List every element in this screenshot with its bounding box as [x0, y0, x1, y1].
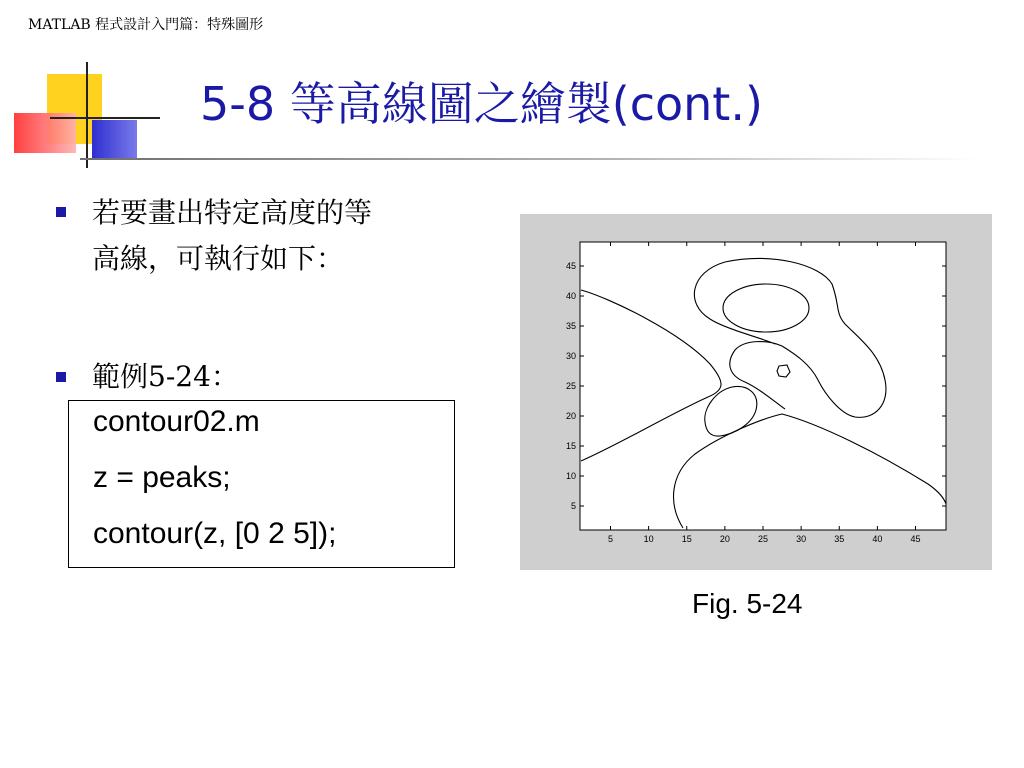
x-tick-label: 30 — [796, 534, 807, 544]
x-tick-label: 35 — [834, 534, 845, 544]
bullet-text-1 — [92, 190, 502, 282]
figure-panel — [520, 214, 992, 570]
x-tick-label: 15 — [681, 534, 692, 544]
y-tick-label: 35 — [565, 321, 576, 331]
y-tick-label: 30 — [565, 351, 576, 361]
code-box — [68, 400, 455, 568]
x-tick-label: 10 — [643, 534, 654, 544]
bullet-marker — [56, 372, 66, 382]
figure-caption: Fig. 5-24 — [692, 588, 803, 619]
plot-area — [580, 242, 946, 530]
x-tick-label: 25 — [757, 534, 769, 544]
bullet-text-2 — [92, 354, 502, 400]
bullet-1-line-1: 若要畫出特定高度的等 — [92, 196, 373, 229]
bullet-2-line-1: 範例5-24： — [92, 360, 239, 393]
code-line: z = peaks; — [93, 461, 231, 494]
code-line: contour(z, [0 2 5]); — [93, 517, 337, 550]
bullet-marker — [56, 207, 66, 217]
x-tick-label: 20 — [719, 534, 730, 544]
x-tick-label: 40 — [872, 534, 883, 544]
y-tick-label: 20 — [565, 411, 576, 421]
slide-title: 5-8 等高線圖之繪製(cont.) — [200, 77, 763, 131]
y-tick-label: 45 — [565, 261, 576, 271]
decorative-logo — [0, 0, 160, 170]
bullet-1-line-2: 高線，可執行如下： — [92, 242, 345, 275]
title-underline — [80, 158, 980, 160]
x-tick-label: 45 — [910, 534, 921, 544]
y-tick-label: 15 — [565, 441, 576, 451]
header-text: MATLAB 程式設計入門篇：特殊圖形 — [28, 17, 264, 33]
decor-vertical-line — [86, 62, 88, 168]
y-tick-label: 5 — [570, 501, 576, 511]
y-tick-label: 40 — [565, 291, 576, 301]
decor-horizontal-line — [50, 117, 160, 119]
contour-plot — [520, 214, 992, 570]
x-tick-label: 5 — [607, 534, 614, 544]
decor-blue-square — [92, 120, 137, 158]
y-tick-label: 10 — [565, 471, 576, 481]
y-tick-label: 25 — [565, 381, 576, 391]
code-line: contour02.m — [93, 405, 260, 438]
decor-red-square — [14, 113, 76, 153]
